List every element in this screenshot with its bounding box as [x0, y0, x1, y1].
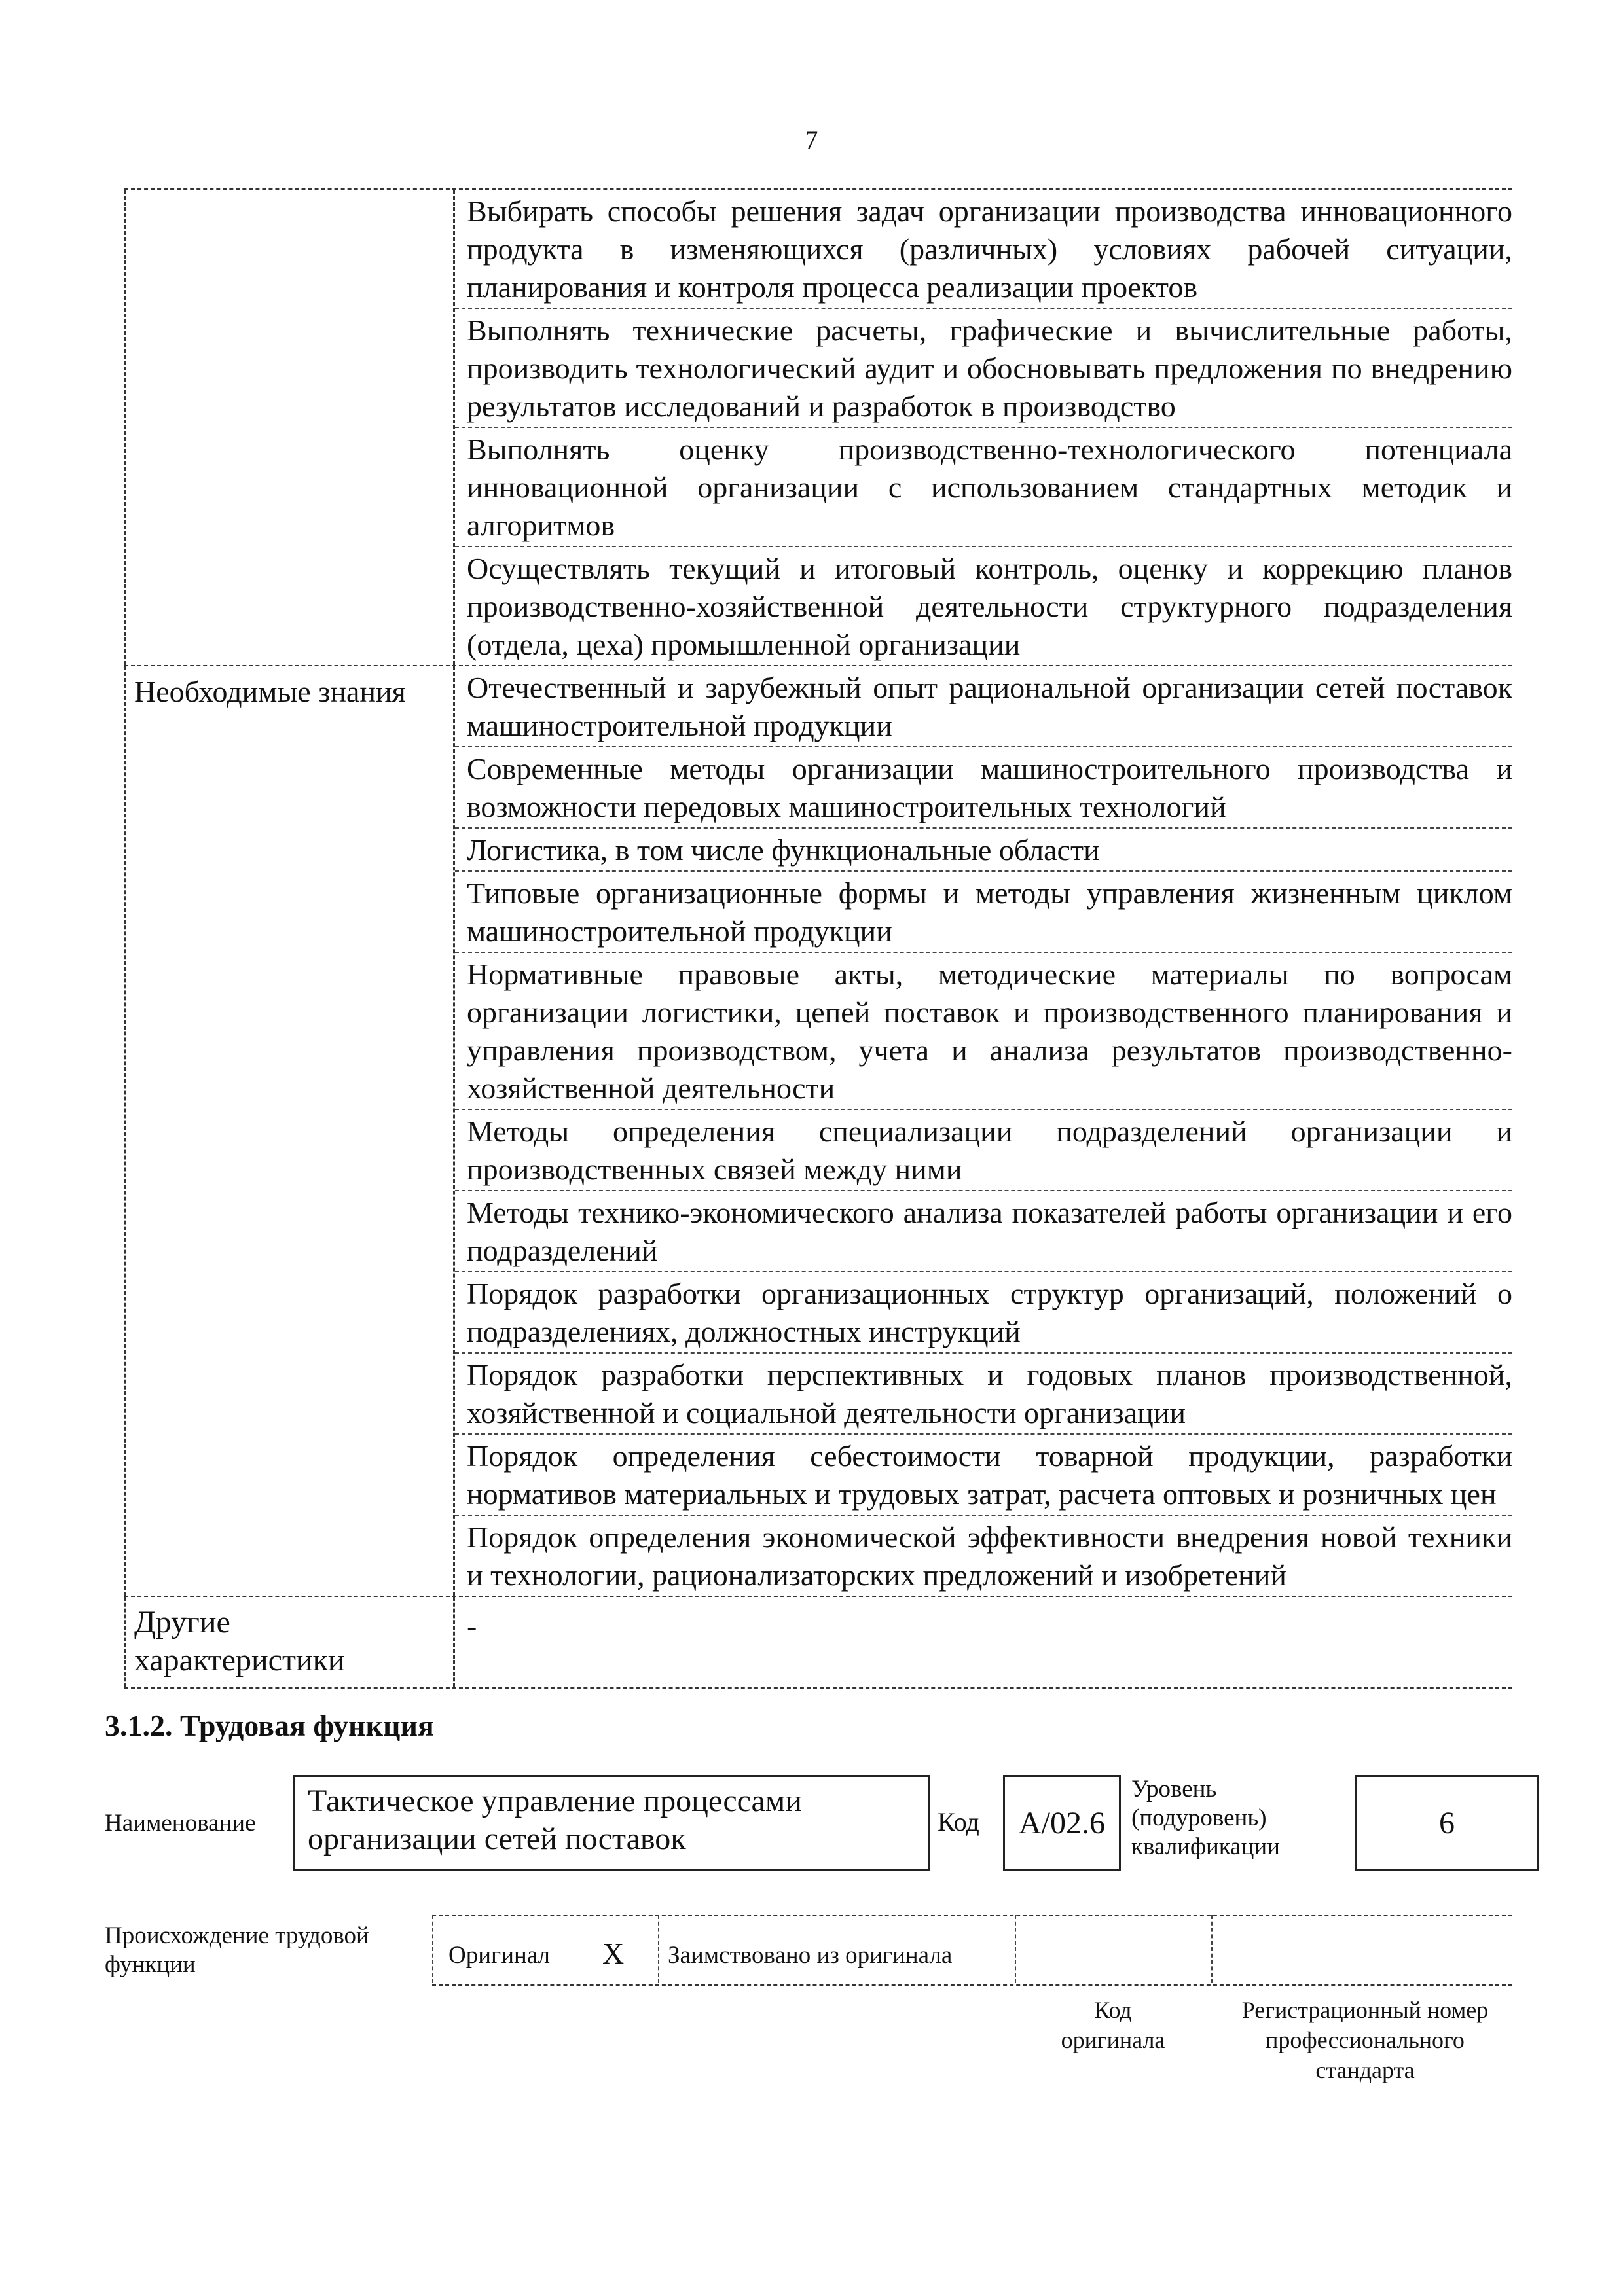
original-mark: X	[602, 1937, 625, 1970]
code-original-caption-line1: Код	[1094, 1997, 1132, 2023]
skill-item: Выбирать способы решения задач организации производства инновационного продукта в изменяющихся (различных) условиях рабочей ситуации, планирования и контроля процесса реализации проектов	[455, 190, 1512, 309]
knowledge-row	[124, 665, 1512, 1596]
section-title: 3.1.2. Трудовая функция	[105, 1709, 434, 1742]
level-label-line3: квалификации	[1131, 1833, 1280, 1860]
skills-label-cell	[124, 190, 455, 665]
knowledge-item: Нормативные правовые акты, методические материалы по вопросам организации логистики, цепей поставок и производственного планирования и управления производством, учета и анализа результатов производственно-хозяйственной деятельности	[455, 953, 1512, 1110]
knowledge-item: Порядок определения экономической эффективности внедрения новой техники и технологии, рационализаторских предложений и изобретений	[467, 1520, 1512, 1592]
function-name-line2: организации сетей поставок	[308, 1821, 686, 1856]
other-label-line2: характеристики	[134, 1643, 345, 1677]
other-label-line1: Другие	[134, 1605, 230, 1640]
level-label-line1: Уровень	[1131, 1776, 1217, 1803]
origin-divider	[658, 1915, 659, 1983]
reg-number-caption-line2: профессионального	[1266, 2027, 1465, 2053]
name-label: Наименование	[105, 1810, 256, 1837]
borrowed-label: Заимствовано из оригинала	[668, 1942, 953, 1969]
knowledge-item: Методы определения специализации подразделений организации и производственных связей между ними	[455, 1110, 1512, 1191]
origin-label-line2: функции	[105, 1951, 196, 1978]
code-original-caption-line2: оригинала	[1061, 2027, 1165, 2053]
skills-list	[455, 190, 1512, 665]
function-name-line1: Тактическое управление процессами	[308, 1784, 802, 1818]
other-value: -	[467, 1609, 477, 1643]
code-original-caption	[1015, 1995, 1211, 2055]
knowledge-item: Порядок разработки организационных структур организаций, положений о подразделениях, должностных инструкций	[455, 1272, 1512, 1354]
knowledge-item: Логистика, в том числе функциональные области	[455, 829, 1512, 872]
knowledge-item: Отечественный и зарубежный опыт рациональной организации сетей поставок машиностроительной продукции	[455, 666, 1512, 747]
skill-item: Выполнять оценку производственно-технологического потенциала инновационной организации с использованием стандартных методик и алгоритмов	[455, 428, 1512, 547]
knowledge-list	[455, 666, 1512, 1596]
other-row	[124, 1596, 1512, 1687]
knowledge-item: Методы технико-экономического анализа показателей работы организации и его подразделений	[455, 1191, 1512, 1272]
reg-number-caption-line1: Регистрационный номер	[1241, 1997, 1489, 2023]
requirements-table	[124, 188, 1512, 1689]
level-value-box	[1355, 1775, 1539, 1871]
code-label: Код	[938, 1807, 979, 1837]
level-label	[1131, 1775, 1280, 1861]
original-label: Оригинал	[448, 1942, 551, 1969]
knowledge-item: Порядок разработки перспективных и годовых планов производственной, хозяйственной и социальной деятельности организации	[455, 1354, 1512, 1435]
knowledge-label: Необходимые знания	[124, 666, 455, 1596]
knowledge-item: Порядок определения себестоимости товарной продукции, разработки нормативов материальных и трудовых затрат, расчета оптовых и розничных цен	[455, 1435, 1512, 1516]
origin-divider	[1015, 1915, 1016, 1983]
level-label-line2: (подуровень)	[1131, 1804, 1267, 1831]
origin-divider	[432, 1915, 433, 1983]
page-number: 7	[805, 125, 818, 154]
origin-field-row	[432, 1915, 1512, 1986]
reg-number-caption-line3: стандарта	[1315, 2057, 1415, 2083]
other-label	[124, 1597, 455, 1687]
knowledge-item: Типовые организационные формы и методы управления жизненным циклом машиностроительной продукции	[455, 872, 1512, 953]
skill-item: Выполнять технические расчеты, графические и вычислительные работы, производить технологический аудит и обосновывать предложения по внедрению результатов исследований и разработок в производство	[455, 309, 1512, 428]
origin-label	[105, 1922, 369, 1979]
code-value: A/02.6	[1019, 1805, 1105, 1840]
level-value: 6	[1439, 1805, 1455, 1840]
knowledge-item: Современные методы организации машиностроительного производства и возможности передовых машиностроительных технологий	[455, 747, 1512, 829]
origin-label-line1: Происхождение трудовой	[105, 1922, 369, 1949]
skills-row	[124, 190, 1512, 665]
skill-item: Осуществлять текущий и итоговый контроль, оценку и коррекцию планов производственно-хозяйственной деятельности структурного подразделения (отдела, цеха) промышленной организации	[467, 552, 1512, 661]
function-name-box	[293, 1775, 930, 1871]
code-value-box	[1003, 1775, 1121, 1871]
origin-divider	[1211, 1915, 1213, 1983]
reg-number-caption	[1218, 1995, 1512, 2085]
